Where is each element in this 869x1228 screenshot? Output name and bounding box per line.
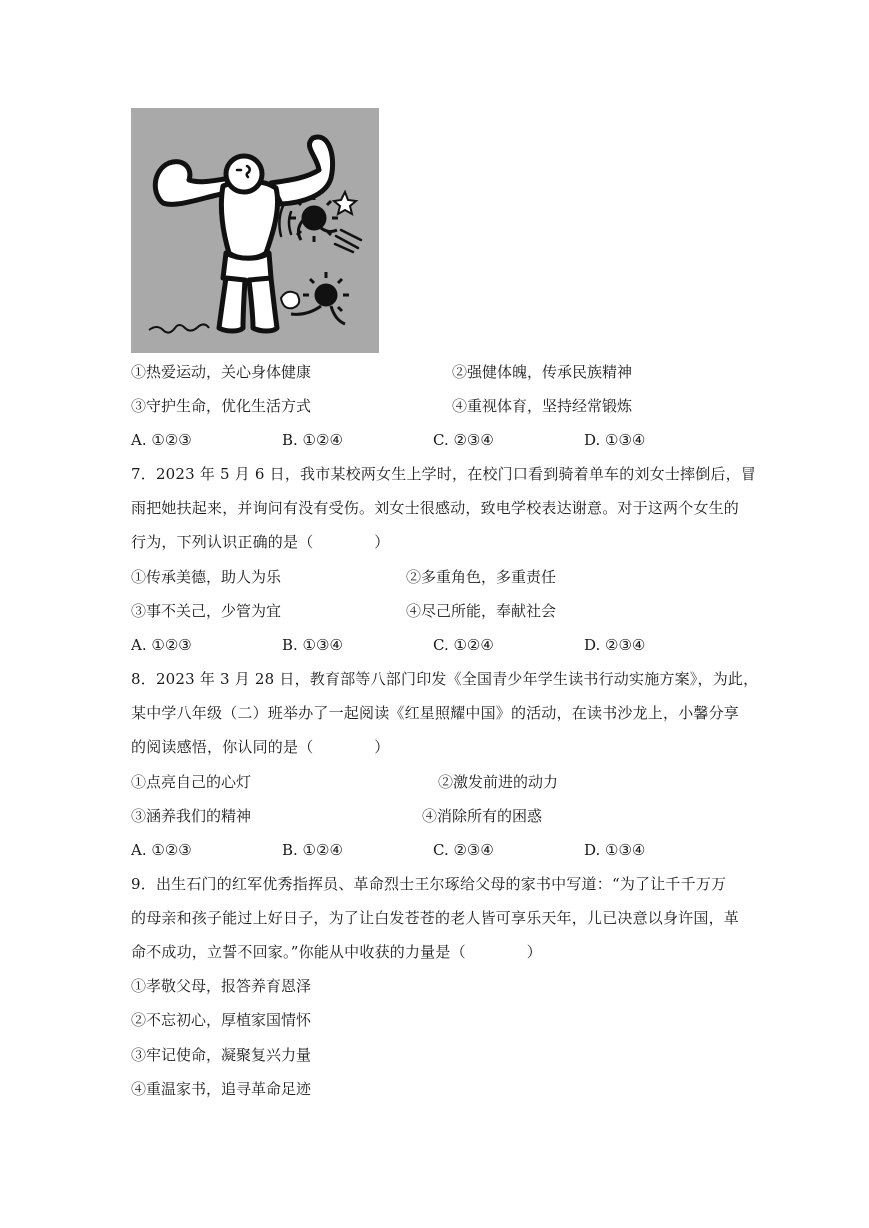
q7-choice-a[interactable]: A. ①②③: [131, 636, 192, 654]
q8-statement-4: ④消除所有的困惑: [422, 807, 543, 825]
strongman-cartoon-icon: [131, 108, 379, 353]
q9-statement-1: ①孝敬父母，报答养育恩泽: [131, 977, 312, 995]
q6-statement-1: ①热爱运动，关心身体健康: [131, 363, 312, 381]
q8-choice-d[interactable]: D. ①③④: [584, 841, 646, 859]
q7-choice-c[interactable]: C. ①②④: [433, 636, 494, 654]
q9-statement-2: ②不忘初心，厚植家国情怀: [131, 1011, 312, 1029]
q8-stem-line-2: 某中学八年级（二）班举办了一起阅读《红星照耀中国》的活动，在读书沙龙上，小馨分享: [131, 704, 740, 722]
q9-statement-4: ④重温家书，追寻革命足迹: [131, 1080, 312, 1098]
q7-statement-4: ④尽己所能，奉献社会: [406, 602, 557, 620]
q7-stem-line-3: 行为，下列认识正确的是（ ）: [131, 533, 390, 551]
q8-stem-line-3: 的阅读感悟，你认同的是（ ）: [131, 738, 390, 756]
q9-statement-3: ③牢记使命，凝聚复兴力量: [131, 1046, 312, 1064]
q6-statement-4: ④重视体育，坚持经常锻炼: [452, 397, 633, 415]
q7-stem-line-1: 7．2023 年 5 月 6 日，我市某校两女生上学时，在校门口看到骑着单车的刘女士摔倒后，冒: [131, 465, 757, 483]
strongman-virus-illustration: [131, 108, 379, 353]
q6-choice-c[interactable]: C. ②③④: [433, 431, 494, 449]
signature-icon: [149, 324, 209, 332]
q6-choice-d[interactable]: D. ①③④: [584, 431, 646, 449]
q8-statement-3: ③涵养我们的精神: [131, 807, 252, 825]
q7-statement-1: ①传承美德，助人为乐: [131, 568, 282, 586]
q8-choice-c[interactable]: C. ②③④: [433, 841, 494, 859]
q8-choice-a[interactable]: A. ①②③: [131, 841, 192, 859]
q8-statement-2: ②激发前进的动力: [438, 773, 559, 791]
q7-stem-line-2: 雨把她扶起来，并询问有没有受伤。刘女士很感动，致电学校表达谢意。对于这两个女生的: [131, 499, 740, 517]
q8-statement-1: ①点亮自己的心灯: [131, 773, 252, 791]
q6-choice-b[interactable]: B. ①②④: [282, 431, 343, 449]
q7-statement-3: ③事不关己，少管为宜: [131, 602, 282, 620]
q9-stem-line-1: 9．出生石门的红军优秀指挥员、革命烈士王尔琢给父母的家书中写道：“为了让千千万万: [131, 875, 727, 893]
q7-choice-d[interactable]: D. ②③④: [584, 636, 646, 654]
q9-stem-line-3: 命不成功，立誓不回家。”你能从中收获的力量是（ ）: [131, 943, 542, 961]
q6-choice-a[interactable]: A. ①②③: [131, 431, 192, 449]
q8-choice-b[interactable]: B. ①②④: [282, 841, 343, 859]
q7-choice-b[interactable]: B. ①③④: [282, 636, 343, 654]
q6-statement-3: ③守护生命，优化生活方式: [131, 397, 312, 415]
q8-stem-line-1: 8．2023 年 3 月 28 日，教育部等八部门印发《全国青少年学生读书行动实施方案》，为此，: [131, 670, 759, 688]
q9-stem-line-2: 的母亲和孩子能过上好日子，为了让白发苍苍的老人皆可享乐天年，儿已决意以身许国，革: [131, 909, 740, 927]
q6-statement-2: ②强健体魄，传承民族精神: [452, 363, 633, 381]
q7-statement-2: ②多重角色，多重责任: [406, 568, 557, 586]
